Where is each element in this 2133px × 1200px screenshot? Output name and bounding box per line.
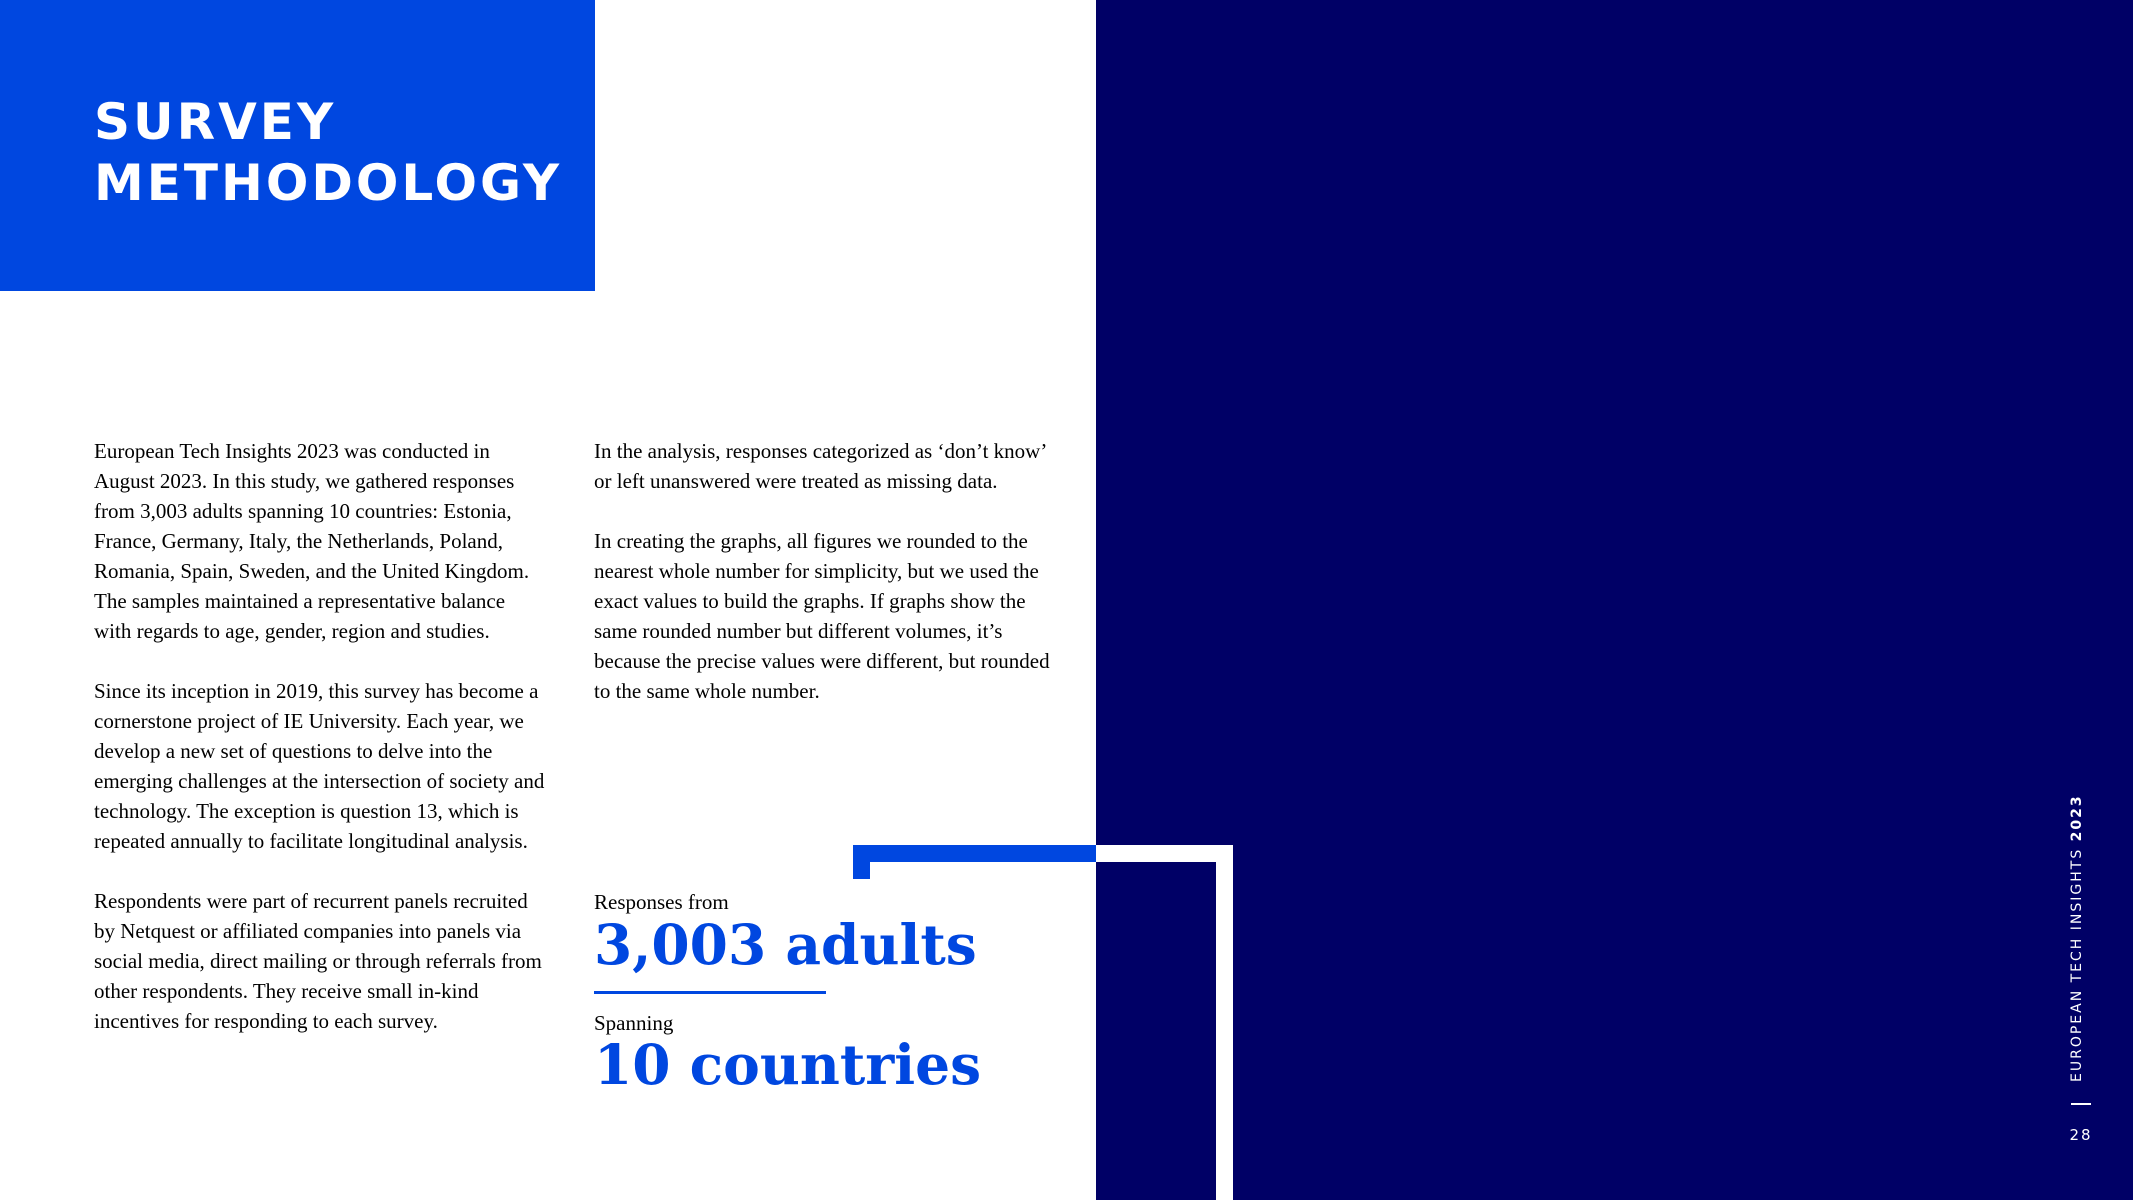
spanning-label: Spanning xyxy=(594,1011,674,1035)
blue-accent-line xyxy=(853,845,1096,862)
title-line-2: METHODOLOGY xyxy=(94,154,563,212)
paragraph-study-overview: European Tech Insights 2023 was conducted in August 2023. In this study, we gathered responses from 3,003 adults spanning 10 countries: Estonia, France, Germany, Italy, the Netherlands, Poland, Romania, Spain, Sweden, and the United Kingdom. The samples maintained a representative balance with regards to age, gender, region and studies. xyxy=(94,439,530,643)
title-line-1: SURVEY xyxy=(94,93,337,151)
stat-divider xyxy=(594,991,826,994)
brand-name: EUROPEAN TECH INSIGHTS xyxy=(2069,847,2085,1082)
brand-year: 2023 xyxy=(2069,794,2085,842)
white-frame-decoration xyxy=(1096,845,1233,1200)
paragraph-respondents: Respondents were part of recurrent panels recruited by Netquest or affiliated companies into panels via social media, direct mailing or through referrals from other respondents. They receive small in-kind incentives for responding to each survey. xyxy=(94,889,542,1033)
page-number: 28 xyxy=(2069,1126,2093,1144)
spanning-value: 10 countries xyxy=(594,1032,982,1097)
navy-side-panel xyxy=(1096,0,2133,1200)
blue-accent-tick xyxy=(853,845,870,879)
responses-value: 3,003 adults xyxy=(594,912,977,977)
paragraph-missing-data: In the analysis, responses categorized as ‘don’t know’ or left unanswered were treated as missing data. xyxy=(594,439,1046,493)
page-title xyxy=(94,92,562,214)
vertical-brand-label xyxy=(2068,794,2086,1082)
title-block xyxy=(0,0,595,291)
brand-tick-line xyxy=(2071,1103,2091,1105)
paragraph-rounding: In creating the graphs, all figures we rounded to the nearest whole number for simplicity, but we used the exact values to build the graphs. If graphs show the same rounded number but different volumes, it’s because the precise values were different, but rounded to the same whole number. xyxy=(594,529,1050,703)
methodology-left-column xyxy=(94,436,546,1066)
responses-label: Responses from xyxy=(594,890,729,914)
paragraph-survey-history: Since its inception in 2019, this survey has become a cornerstone project of IE University. Each year, we develop a new set of questions to delve into the emerging challenges at the intersection of society and technology. The exception is question 13, which is repeated annually to facilitate longitudinal analysis. xyxy=(94,679,545,853)
methodology-right-column xyxy=(594,436,1054,736)
